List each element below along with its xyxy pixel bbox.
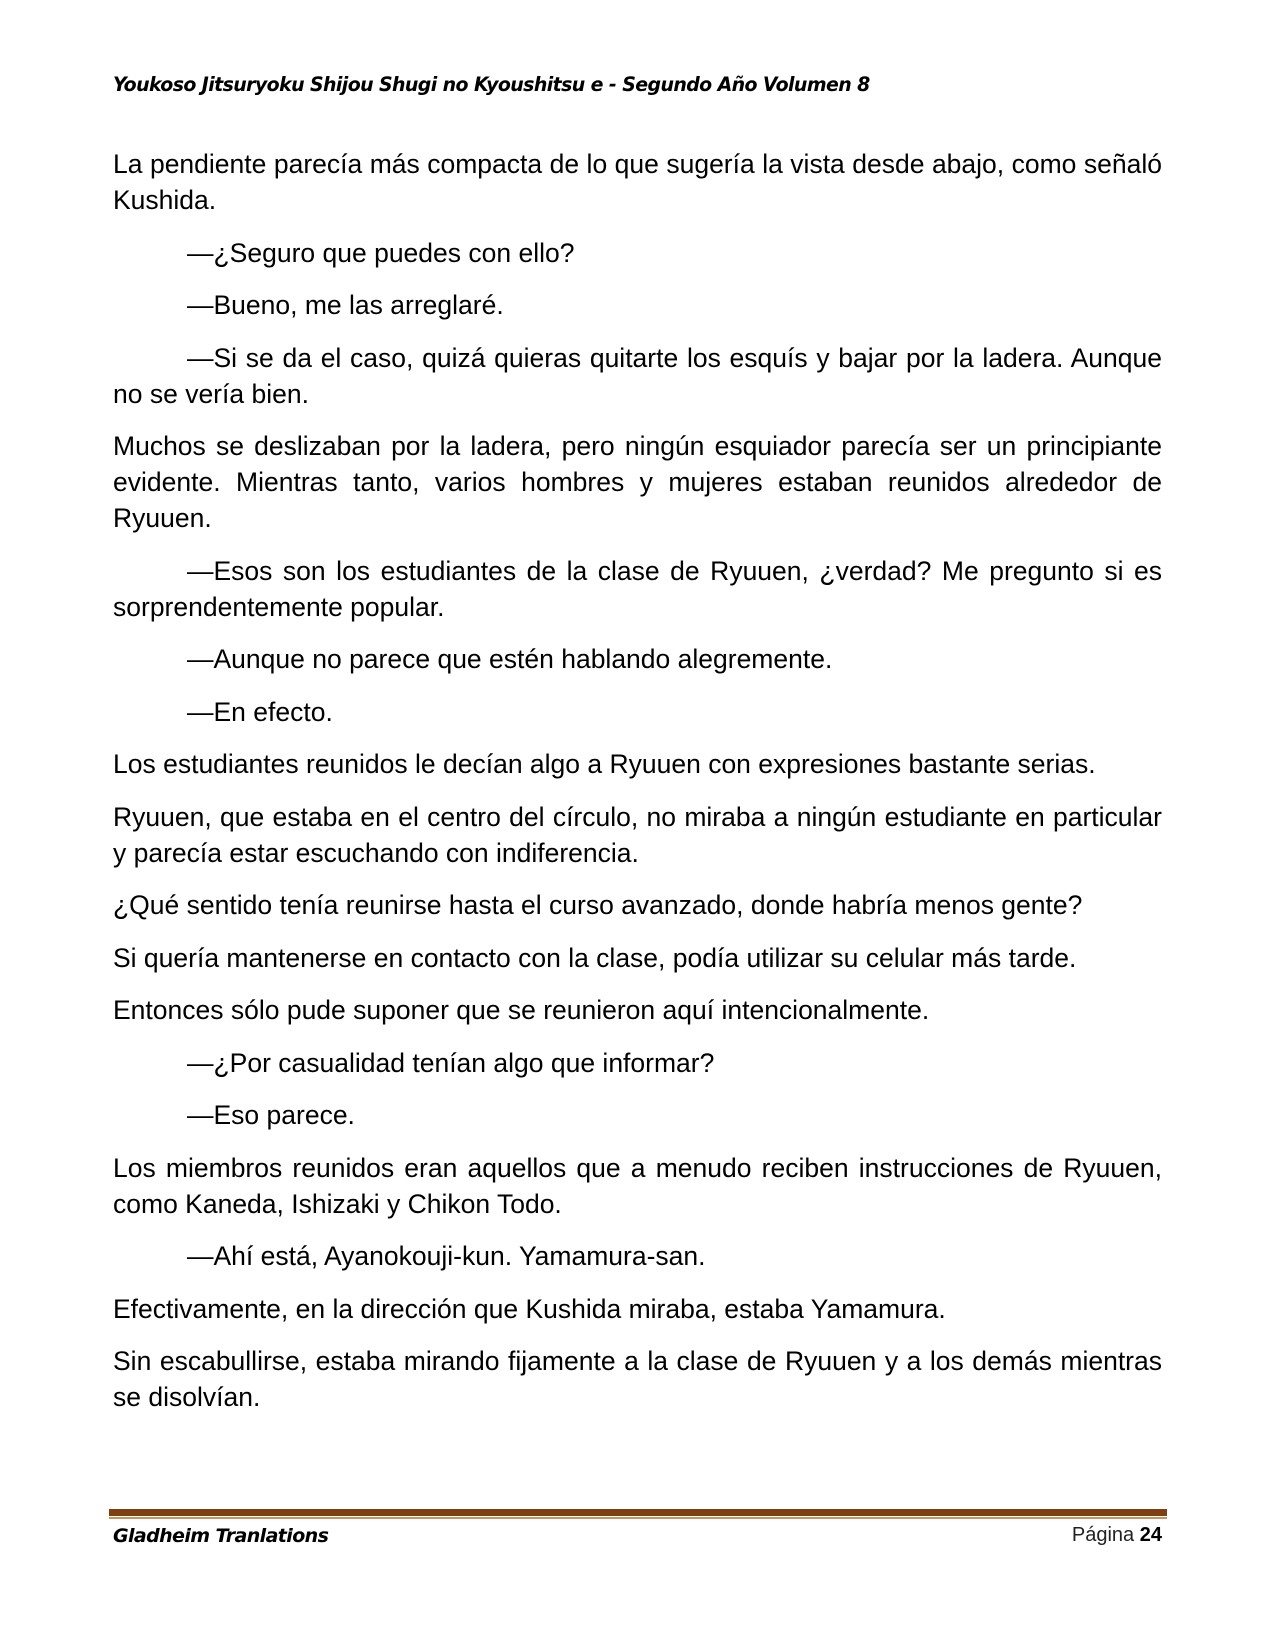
footer-page-indicator (1072, 1522, 1162, 1548)
paragraph: Entonces sólo pude suponer que se reunieron aquí intencionalmente. (113, 995, 930, 1025)
paragraph: Muchos se deslizaban por la ladera, pero ningún esquiador parecía ser un principiante evidente. Mientras tanto, varios hombres y mujeres estaban reunidos alrededor de Ryuuen. (113, 431, 1162, 533)
dialogue-line: —Eso parece. (187, 1100, 355, 1130)
footer-translator-credit: Gladheim Tranlations (113, 1525, 329, 1547)
paragraph: La pendiente parecía más compacta de lo que sugería la vista desde abajo, como señaló Kushida. (113, 149, 1162, 215)
footer-rule-thin (109, 1517, 1167, 1519)
page-label: Página (1071, 1524, 1135, 1546)
paragraph: Los estudiantes reunidos le decían algo a Ryuuen con expresiones bastante serias. (113, 749, 1096, 779)
paragraph: Sin escabullirse, estaba mirando fijamente a la clase de Ryuuen y a los demás mientras se disolvían. (113, 1346, 1162, 1412)
footer-rule-thick (109, 1509, 1167, 1516)
dialogue-line: —Ahí está, Ayanokouji-kun. Yamamura-san. (187, 1241, 706, 1271)
paragraph: Ryuuen, que estaba en el centro del círculo, no miraba a ningún estudiante en particular y parecía estar escuchando con indiferencia. (113, 801, 1162, 868)
dialogue-line: —Aunque no parece que estén hablando alegremente. (187, 644, 833, 674)
paragraph: Los miembros reunidos eran aquellos que a menudo reciben instrucciones de Ryuuen, como Kaneda, Ishizaki y Chikon Todo. (113, 1152, 1162, 1219)
dialogue-line: —¿Por casualidad tenían algo que informar? (187, 1047, 715, 1078)
dialogue-line: —En efecto. (187, 696, 333, 727)
paragraph: Si quería mantenerse en contacto con la clase, podía utilizar su celular más tarde. (113, 942, 1077, 973)
page-number: 24 (1139, 1524, 1162, 1546)
dialogue-line: —Bueno, me las arreglaré. (187, 290, 504, 320)
paragraph: Efectivamente, en la dirección que Kushida miraba, estaba Yamamura. (113, 1293, 946, 1324)
dialogue-line: —¿Seguro que puedes con ello? (187, 237, 575, 268)
paragraph: ¿Qué sentido tenía reunirse hasta el curso avanzado, donde habría menos gente? (113, 890, 1083, 920)
dialogue-line: —Esos son los estudiantes de la clase de Ryuuen, ¿verdad? Me pregunto si es sorprendentemente popular. (113, 555, 1162, 622)
body-text (113, 146, 1162, 1432)
dialogue-line: —Si se da el caso, quizá quieras quitarte los esquís y bajar por la ladera. Aunque no se vería bien. (113, 342, 1162, 409)
running-header: Youkoso Jitsuryoku Shijou Shugi no Kyoushitsu e - Segundo Año Volumen 8 (113, 73, 870, 96)
